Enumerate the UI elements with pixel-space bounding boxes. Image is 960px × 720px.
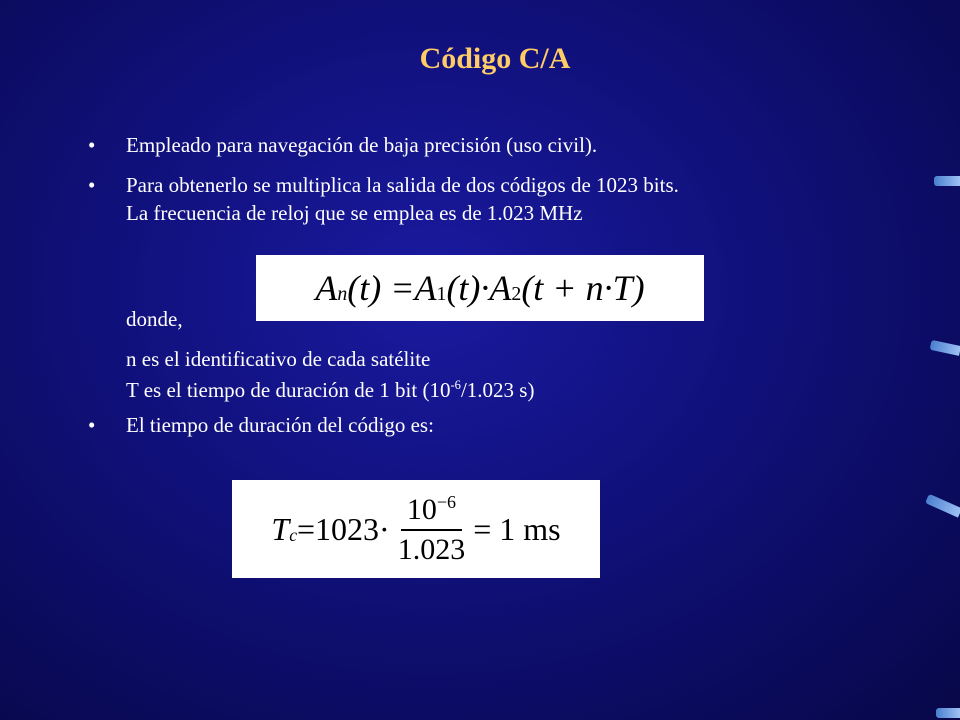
formula-text: (t) = bbox=[347, 268, 415, 308]
bullet-dot: • bbox=[88, 173, 96, 197]
definition-t bbox=[126, 372, 534, 403]
donde-label: donde, bbox=[126, 307, 183, 331]
definition-t-exponent: -6 bbox=[450, 378, 461, 392]
definition-t-prefix: T es el tiempo de duración de 1 bit (10 bbox=[126, 378, 451, 402]
bullet-dot: • bbox=[88, 413, 96, 437]
decorative-stripe bbox=[925, 494, 960, 518]
formula-text: (t)· bbox=[446, 268, 490, 308]
formula-code-duration bbox=[232, 480, 600, 578]
decorative-stripe bbox=[936, 708, 960, 718]
formula-text: (t + n·T) bbox=[521, 268, 645, 308]
formula-result: = 1 ms bbox=[473, 510, 561, 547]
formula-symbol: A bbox=[315, 268, 338, 308]
bullet-text: El tiempo de duración del código es: bbox=[126, 413, 434, 437]
bullet-text: Para obtenerlo se multiplica la salida de dos códigos de 1023 bits. bbox=[126, 173, 679, 197]
numerator-base: 10 bbox=[406, 492, 437, 526]
formula-text: =1023· bbox=[297, 510, 390, 547]
decorative-stripe bbox=[934, 176, 960, 186]
formula-subscript: 2 bbox=[511, 283, 522, 306]
formula-fraction bbox=[398, 492, 466, 567]
numerator-exponent: −6 bbox=[436, 491, 457, 512]
bullet-dot: • bbox=[88, 133, 96, 157]
fraction-denominator: 1.023 bbox=[397, 532, 466, 566]
fraction-numerator bbox=[401, 492, 462, 531]
formula-symbol: A bbox=[414, 268, 437, 308]
bullet-text-continuation: La frecuencia de reloj que se emplea es de 1.023 MHz bbox=[126, 201, 583, 225]
decorative-stripe bbox=[930, 340, 960, 356]
formula-code-product bbox=[256, 255, 704, 321]
formula-symbol: T bbox=[271, 510, 290, 547]
formula-subscript: 1 bbox=[436, 283, 447, 306]
formula-subscript: n bbox=[337, 283, 348, 306]
slide-title: Código C/A bbox=[419, 42, 571, 75]
formula-symbol: A bbox=[489, 268, 512, 308]
formula-subscript: c bbox=[289, 524, 297, 545]
definition-n: n es el identificativo de cada satélite bbox=[126, 347, 431, 371]
definition-t-suffix: /1.023 s) bbox=[460, 378, 535, 402]
bullet-text: Empleado para navegación de baja precisión (uso civil). bbox=[126, 133, 598, 157]
